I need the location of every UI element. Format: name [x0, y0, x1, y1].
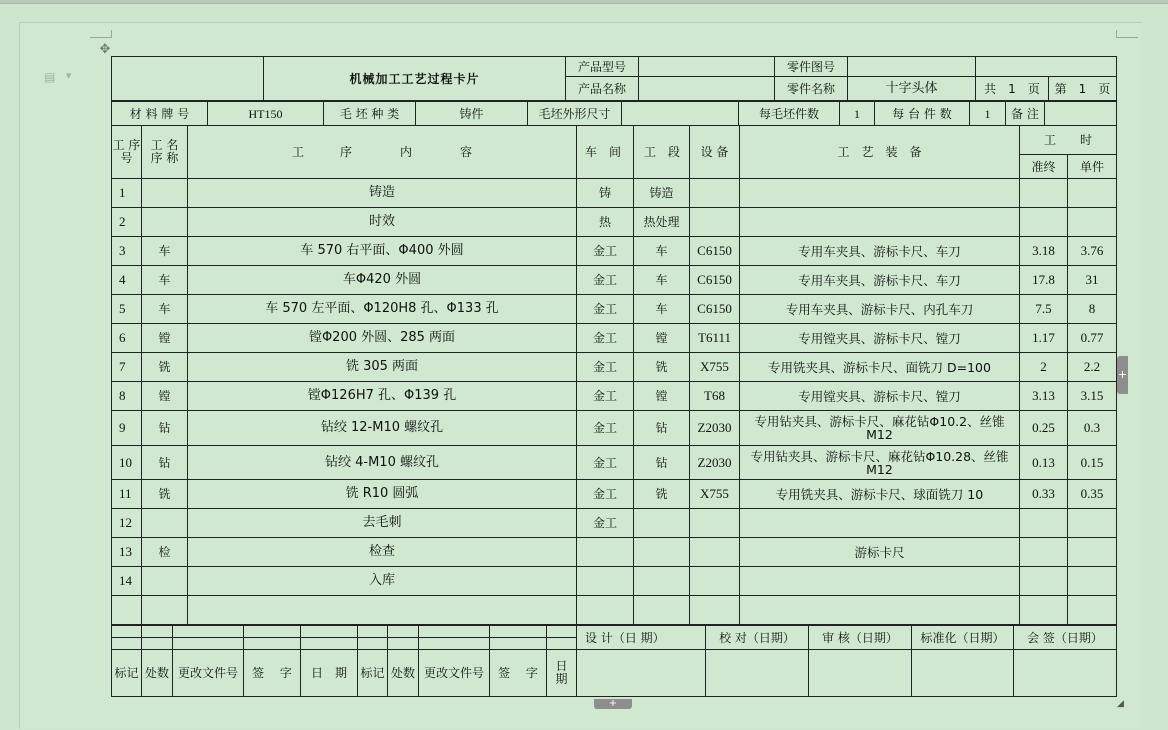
content-cell[interactable]: 去毛刺: [188, 509, 577, 538]
op-name-cell[interactable]: 钻: [142, 411, 188, 446]
standard-sign-cell[interactable]: [912, 650, 1014, 697]
plus-icon[interactable]: +: [1117, 356, 1128, 394]
card-title: 机械加工工艺过程卡片: [264, 57, 566, 101]
setup-time-cell[interactable]: 2: [1020, 353, 1068, 382]
product-name-value[interactable]: [639, 77, 775, 101]
blank-cell: [112, 57, 264, 101]
footer-blank: [490, 638, 547, 650]
product-model-value[interactable]: [639, 57, 775, 77]
process-table: [111, 125, 1117, 625]
crop-mark: [1116, 30, 1117, 38]
unit-time-cell[interactable]: 0.77: [1068, 324, 1117, 353]
tooling-cell[interactable]: 专用钻夹具、游标卡尺、麻花钻Φ10.2、丝锥 M12: [740, 411, 1020, 446]
footer-blank: [547, 638, 577, 650]
move-icon[interactable]: ✥: [99, 42, 111, 57]
equipment-cell[interactable]: C6150: [690, 295, 740, 324]
content-cell[interactable]: 入库: [188, 567, 577, 596]
material-grade-value[interactable]: HT150: [208, 102, 324, 126]
table-row: [112, 208, 1117, 237]
footer-blank: [358, 626, 388, 638]
mark-label-2: 标记: [358, 650, 388, 697]
footer-blank: [112, 626, 142, 638]
equipment-cell[interactable]: [690, 567, 740, 596]
footer-blank: [142, 638, 173, 650]
workshop-cell[interactable]: [577, 538, 634, 567]
content-cell[interactable]: 车Φ420 外圆: [188, 266, 577, 295]
header-workshop: 车 间: [577, 126, 634, 179]
table-row: [112, 567, 1117, 596]
op-no-cell[interactable]: 13: [112, 538, 142, 567]
review-label: 审 核（日期）: [809, 626, 912, 650]
per-unit-label: 每 台 件 数: [875, 102, 970, 126]
table-row: [112, 538, 1117, 567]
total-pages: [976, 77, 1049, 101]
setup-time-cell[interactable]: 0.33: [1020, 480, 1068, 509]
table-row: [112, 382, 1117, 411]
workshop-cell[interactable]: 金工: [577, 509, 634, 538]
tooling-cell[interactable]: [740, 596, 1020, 625]
table-row: [112, 446, 1117, 480]
unit-time-cell[interactable]: [1068, 179, 1117, 208]
table-row: [112, 509, 1117, 538]
setup-time-cell[interactable]: [1020, 509, 1068, 538]
section-cell[interactable]: 镗: [634, 324, 690, 353]
countersign-label: 会 签（日期）: [1014, 626, 1117, 650]
unit-time-cell[interactable]: 0.15: [1068, 446, 1117, 480]
remark-label: 备 注: [1006, 102, 1045, 126]
setup-time-cell[interactable]: [1020, 538, 1068, 567]
setup-time-cell[interactable]: [1020, 567, 1068, 596]
date-label: 日 期: [301, 650, 358, 697]
content-cell[interactable]: 铣 305 两面: [188, 353, 577, 382]
count-label: 处数: [142, 650, 173, 697]
content-cell[interactable]: 车 570 左平面、Φ120H8 孔、Φ133 孔: [188, 295, 577, 324]
unit-time-cell[interactable]: 8: [1068, 295, 1117, 324]
setup-time-cell[interactable]: 7.5: [1020, 295, 1068, 324]
header-unit: 单件: [1068, 155, 1117, 179]
setup-time-cell[interactable]: 0.13: [1020, 446, 1068, 480]
table-row: [112, 596, 1117, 625]
tooling-cell[interactable]: 专用车夹具、游标卡尺、车刀: [740, 266, 1020, 295]
workshop-cell[interactable]: 金工: [577, 266, 634, 295]
section-cell[interactable]: [634, 567, 690, 596]
unit-time-cell[interactable]: 0.35: [1068, 480, 1117, 509]
header-equipment: 设 备: [690, 126, 740, 179]
header-tooling: 工 艺 装 备: [740, 126, 1020, 179]
section-cell[interactable]: [634, 596, 690, 625]
footer-blank: [244, 626, 301, 638]
setup-time-cell[interactable]: [1020, 596, 1068, 625]
footer-blank: [142, 626, 173, 638]
part-drawing-label: 零件图号: [775, 57, 848, 77]
equipment-cell[interactable]: Z2030: [690, 411, 740, 446]
equipment-cell[interactable]: [690, 538, 740, 567]
change-doc-label: 更改文件号: [173, 650, 244, 697]
content-cell[interactable]: 检查: [188, 538, 577, 567]
op-name-cell[interactable]: 钻: [142, 446, 188, 480]
equipment-cell[interactable]: T6111: [690, 324, 740, 353]
content-cell[interactable]: 车 570 右平面、Φ400 外圆: [188, 237, 577, 266]
workshop-cell[interactable]: 金工: [577, 295, 634, 324]
op-name-cell[interactable]: 检: [142, 538, 188, 567]
workshop-cell[interactable]: 铸: [577, 179, 634, 208]
content-cell[interactable]: 镗Φ126H7 孔、Φ139 孔: [188, 382, 577, 411]
equipment-cell[interactable]: X755: [690, 353, 740, 382]
section-cell[interactable]: 车: [634, 295, 690, 324]
change-doc-label-2: 更改文件号: [419, 650, 490, 697]
product-model-label: 产品型号: [566, 57, 639, 77]
unit-time-cell[interactable]: [1068, 567, 1117, 596]
crop-mark: [90, 37, 112, 38]
tooling-cell[interactable]: [740, 179, 1020, 208]
section-cell[interactable]: [634, 538, 690, 567]
footer-blank: [301, 626, 358, 638]
part-name-label: 零件名称: [775, 77, 848, 101]
per-unit-value[interactable]: 1: [970, 102, 1006, 126]
section-cell[interactable]: 镗: [634, 382, 690, 411]
content-cell[interactable]: 时效: [188, 208, 577, 237]
footer-blank: [419, 626, 490, 638]
table-row: [112, 411, 1117, 446]
table-row: [112, 353, 1117, 382]
footer-blank: [547, 626, 577, 638]
date-label-2: 日 期: [547, 650, 577, 697]
part-drawing-value[interactable]: [848, 57, 976, 77]
plus-icon[interactable]: +: [594, 699, 632, 709]
unit-time-cell[interactable]: 3.76: [1068, 237, 1117, 266]
table-row: [112, 237, 1117, 266]
sign-label-2: 签 字: [490, 650, 547, 697]
op-name-cell[interactable]: 车: [142, 295, 188, 324]
op-name-cell[interactable]: 镗: [142, 382, 188, 411]
material-row: [111, 101, 1117, 126]
content-cell[interactable]: 镗Φ200 外圆、285 两面: [188, 324, 577, 353]
count-label-2: 处数: [388, 650, 419, 697]
table-row: [112, 266, 1117, 295]
blank-type-value[interactable]: 铸件: [416, 102, 528, 126]
table-row: [112, 480, 1117, 509]
footer-blank: [358, 638, 388, 650]
footer-blank: [112, 638, 142, 650]
op-no-cell[interactable]: 14: [112, 567, 142, 596]
document-icon[interactable]: ▤: [44, 70, 56, 84]
content-cell[interactable]: 铣 R10 圆弧: [188, 480, 577, 509]
section-cell[interactable]: 热处理: [634, 208, 690, 237]
crop-mark: [111, 30, 112, 38]
op-no-cell[interactable]: 3: [112, 237, 142, 266]
tooling-cell[interactable]: 游标卡尺: [740, 538, 1020, 567]
part-name-value[interactable]: 十字头体: [848, 77, 976, 101]
unit-time-cell[interactable]: 2.2: [1068, 353, 1117, 382]
op-no-cell[interactable]: 9: [112, 411, 142, 446]
setup-time-cell[interactable]: [1020, 208, 1068, 237]
op-no-cell[interactable]: 12: [112, 509, 142, 538]
workshop-cell[interactable]: 金工: [577, 353, 634, 382]
tooling-cell[interactable]: 专用镗夹具、游标卡尺、镗刀: [740, 382, 1020, 411]
unit-time-cell[interactable]: [1068, 509, 1117, 538]
product-name-label: 产品名称: [566, 77, 639, 101]
proof-label: 校 对（日期）: [706, 626, 809, 650]
review-sign-cell[interactable]: [809, 650, 912, 697]
unit-time-cell[interactable]: [1068, 596, 1117, 625]
unit-time-cell[interactable]: 31: [1068, 266, 1117, 295]
crop-mark: [1116, 37, 1138, 38]
workshop-cell[interactable]: [577, 596, 634, 625]
unit-time-cell[interactable]: 3.15: [1068, 382, 1117, 411]
process-rows: [112, 179, 1117, 625]
op-name-cell[interactable]: 车: [142, 237, 188, 266]
page-number: [1049, 77, 1117, 101]
workshop-cell[interactable]: [577, 567, 634, 596]
workshop-cell[interactable]: 金工: [577, 411, 634, 446]
standard-label: 标准化（日期）: [912, 626, 1014, 650]
chevron-down-icon[interactable]: ▼: [66, 72, 72, 80]
proof-sign-cell[interactable]: [706, 650, 809, 697]
op-no-cell[interactable]: 8: [112, 382, 142, 411]
design-sign-cell[interactable]: [577, 650, 706, 697]
workshop-cell[interactable]: 金工: [577, 480, 634, 509]
header-hours: 工 时: [1020, 126, 1117, 155]
card-header: [111, 56, 1117, 101]
section-cell[interactable]: 铸造: [634, 179, 690, 208]
footer-blank: [419, 638, 490, 650]
footer-blank: [490, 626, 547, 638]
tooling-cell[interactable]: [740, 567, 1020, 596]
op-name-cell[interactable]: 铣: [142, 480, 188, 509]
header-setup: 准终: [1020, 155, 1068, 179]
total-pages-value: 1: [1008, 81, 1016, 96]
tooling-cell[interactable]: 专用钻夹具、游标卡尺、麻花钻Φ10.28、丝锥 M12: [740, 446, 1020, 480]
sign-label: 签 字: [244, 650, 301, 697]
workshop-cell[interactable]: 金工: [577, 446, 634, 480]
countersign-sign-cell[interactable]: [1014, 650, 1117, 697]
approval-footer: [111, 625, 1117, 697]
setup-time-cell[interactable]: 17.8: [1020, 266, 1068, 295]
design-label: 设 计（日 期）: [577, 626, 706, 650]
footer-blank: [244, 638, 301, 650]
section-cell[interactable]: 车: [634, 266, 690, 295]
table-row: [112, 295, 1117, 324]
op-name-cell[interactable]: [142, 596, 188, 625]
page-label-pre: 第: [1054, 81, 1067, 96]
content-cell[interactable]: 铸造: [188, 179, 577, 208]
equipment-cell[interactable]: C6150: [690, 237, 740, 266]
equipment-cell[interactable]: [690, 179, 740, 208]
setup-time-cell[interactable]: 3.13: [1020, 382, 1068, 411]
footer-blank: [173, 626, 244, 638]
per-blank-label: 每毛坯件数: [739, 102, 840, 126]
footer-blank: [301, 638, 358, 650]
page-number-value: 1: [1078, 81, 1087, 96]
tooling-cell[interactable]: [740, 509, 1020, 538]
op-name-cell[interactable]: [142, 509, 188, 538]
unit-time-cell[interactable]: [1068, 208, 1117, 237]
footer-blank: [173, 638, 244, 650]
blank-size-value[interactable]: [622, 102, 739, 126]
op-name-cell[interactable]: 车: [142, 266, 188, 295]
op-no-cell[interactable]: 1: [112, 179, 142, 208]
op-name-cell[interactable]: 铣: [142, 353, 188, 382]
op-no-cell[interactable]: [112, 596, 142, 625]
op-name-cell[interactable]: [142, 208, 188, 237]
equipment-cell[interactable]: C6150: [690, 266, 740, 295]
mark-label: 标记: [112, 650, 142, 697]
workshop-cell[interactable]: 热: [577, 208, 634, 237]
resize-icon[interactable]: ◢: [1117, 699, 1124, 709]
section-cell[interactable]: 钻: [634, 411, 690, 446]
footer-blank: [388, 626, 419, 638]
setup-time-cell[interactable]: 3.18: [1020, 237, 1068, 266]
equipment-cell[interactable]: [690, 208, 740, 237]
page-label-post: 页: [1098, 81, 1111, 96]
workshop-cell[interactable]: 金工: [577, 237, 634, 266]
header-op-name: 工 名 序 称: [142, 126, 188, 179]
header-section: 工 段: [634, 126, 690, 179]
op-name-cell[interactable]: [142, 567, 188, 596]
footer-blank: [388, 638, 419, 650]
total-label-pre: 共: [984, 81, 997, 96]
op-name-cell[interactable]: 镗: [142, 324, 188, 353]
op-no-cell[interactable]: 10: [112, 446, 142, 480]
total-label-post: 页: [1027, 81, 1040, 96]
section-cell[interactable]: 铣: [634, 353, 690, 382]
tooling-cell[interactable]: 专用车夹具、游标卡尺、内孔车刀: [740, 295, 1020, 324]
op-name-cell[interactable]: [142, 179, 188, 208]
blank-size-label: 毛坯外形尺寸: [528, 102, 622, 126]
workshop-cell[interactable]: 金工: [577, 324, 634, 353]
equipment-cell[interactable]: X755: [690, 480, 740, 509]
content-cell[interactable]: [188, 596, 577, 625]
op-no-cell[interactable]: 7: [112, 353, 142, 382]
setup-time-cell[interactable]: [1020, 179, 1068, 208]
blank-type-label: 毛 坯 种 类: [324, 102, 416, 126]
tooling-cell[interactable]: 专用铣夹具、游标卡尺、面铣刀 D=100: [740, 353, 1020, 382]
per-blank-value[interactable]: 1: [840, 102, 875, 126]
setup-time-cell[interactable]: 0.25: [1020, 411, 1068, 446]
header-op-no: 工 序 号: [112, 126, 142, 179]
equipment-cell[interactable]: [690, 596, 740, 625]
section-cell[interactable]: 车: [634, 237, 690, 266]
tooling-cell[interactable]: 专用车夹具、游标卡尺、车刀: [740, 237, 1020, 266]
material-grade-label: 材 料 牌 号: [112, 102, 208, 126]
tooling-cell[interactable]: 专用铣夹具、游标卡尺、球面铣刀 10: [740, 480, 1020, 509]
tooling-cell[interactable]: 专用镗夹具、游标卡尺、镗刀: [740, 324, 1020, 353]
equipment-cell[interactable]: Z2030: [690, 446, 740, 480]
table-row: [112, 324, 1117, 353]
unit-time-cell[interactable]: 0.3: [1068, 411, 1117, 446]
op-no-cell[interactable]: 2: [112, 208, 142, 237]
equipment-cell[interactable]: [690, 509, 740, 538]
unit-time-cell[interactable]: [1068, 538, 1117, 567]
tooling-cell[interactable]: [740, 208, 1020, 237]
header-content: 工 序 内 容: [188, 126, 577, 179]
op-no-cell[interactable]: 4: [112, 266, 142, 295]
op-no-cell[interactable]: 11: [112, 480, 142, 509]
top-edge: [0, 0, 1168, 4]
table-row: [112, 179, 1117, 208]
remark-value[interactable]: [1045, 102, 1117, 126]
op-no-cell[interactable]: 6: [112, 324, 142, 353]
setup-time-cell[interactable]: 1.17: [1020, 324, 1068, 353]
section-cell[interactable]: 铣: [634, 480, 690, 509]
section-cell[interactable]: 钻: [634, 446, 690, 480]
workshop-cell[interactable]: 金工: [577, 382, 634, 411]
content-cell[interactable]: 钻绞 12-M10 螺纹孔: [188, 411, 577, 446]
equipment-cell[interactable]: T68: [690, 382, 740, 411]
content-cell[interactable]: 钻绞 4-M10 螺纹孔: [188, 446, 577, 480]
blank-cell: [976, 57, 1117, 77]
section-cell[interactable]: [634, 509, 690, 538]
op-no-cell[interactable]: 5: [112, 295, 142, 324]
